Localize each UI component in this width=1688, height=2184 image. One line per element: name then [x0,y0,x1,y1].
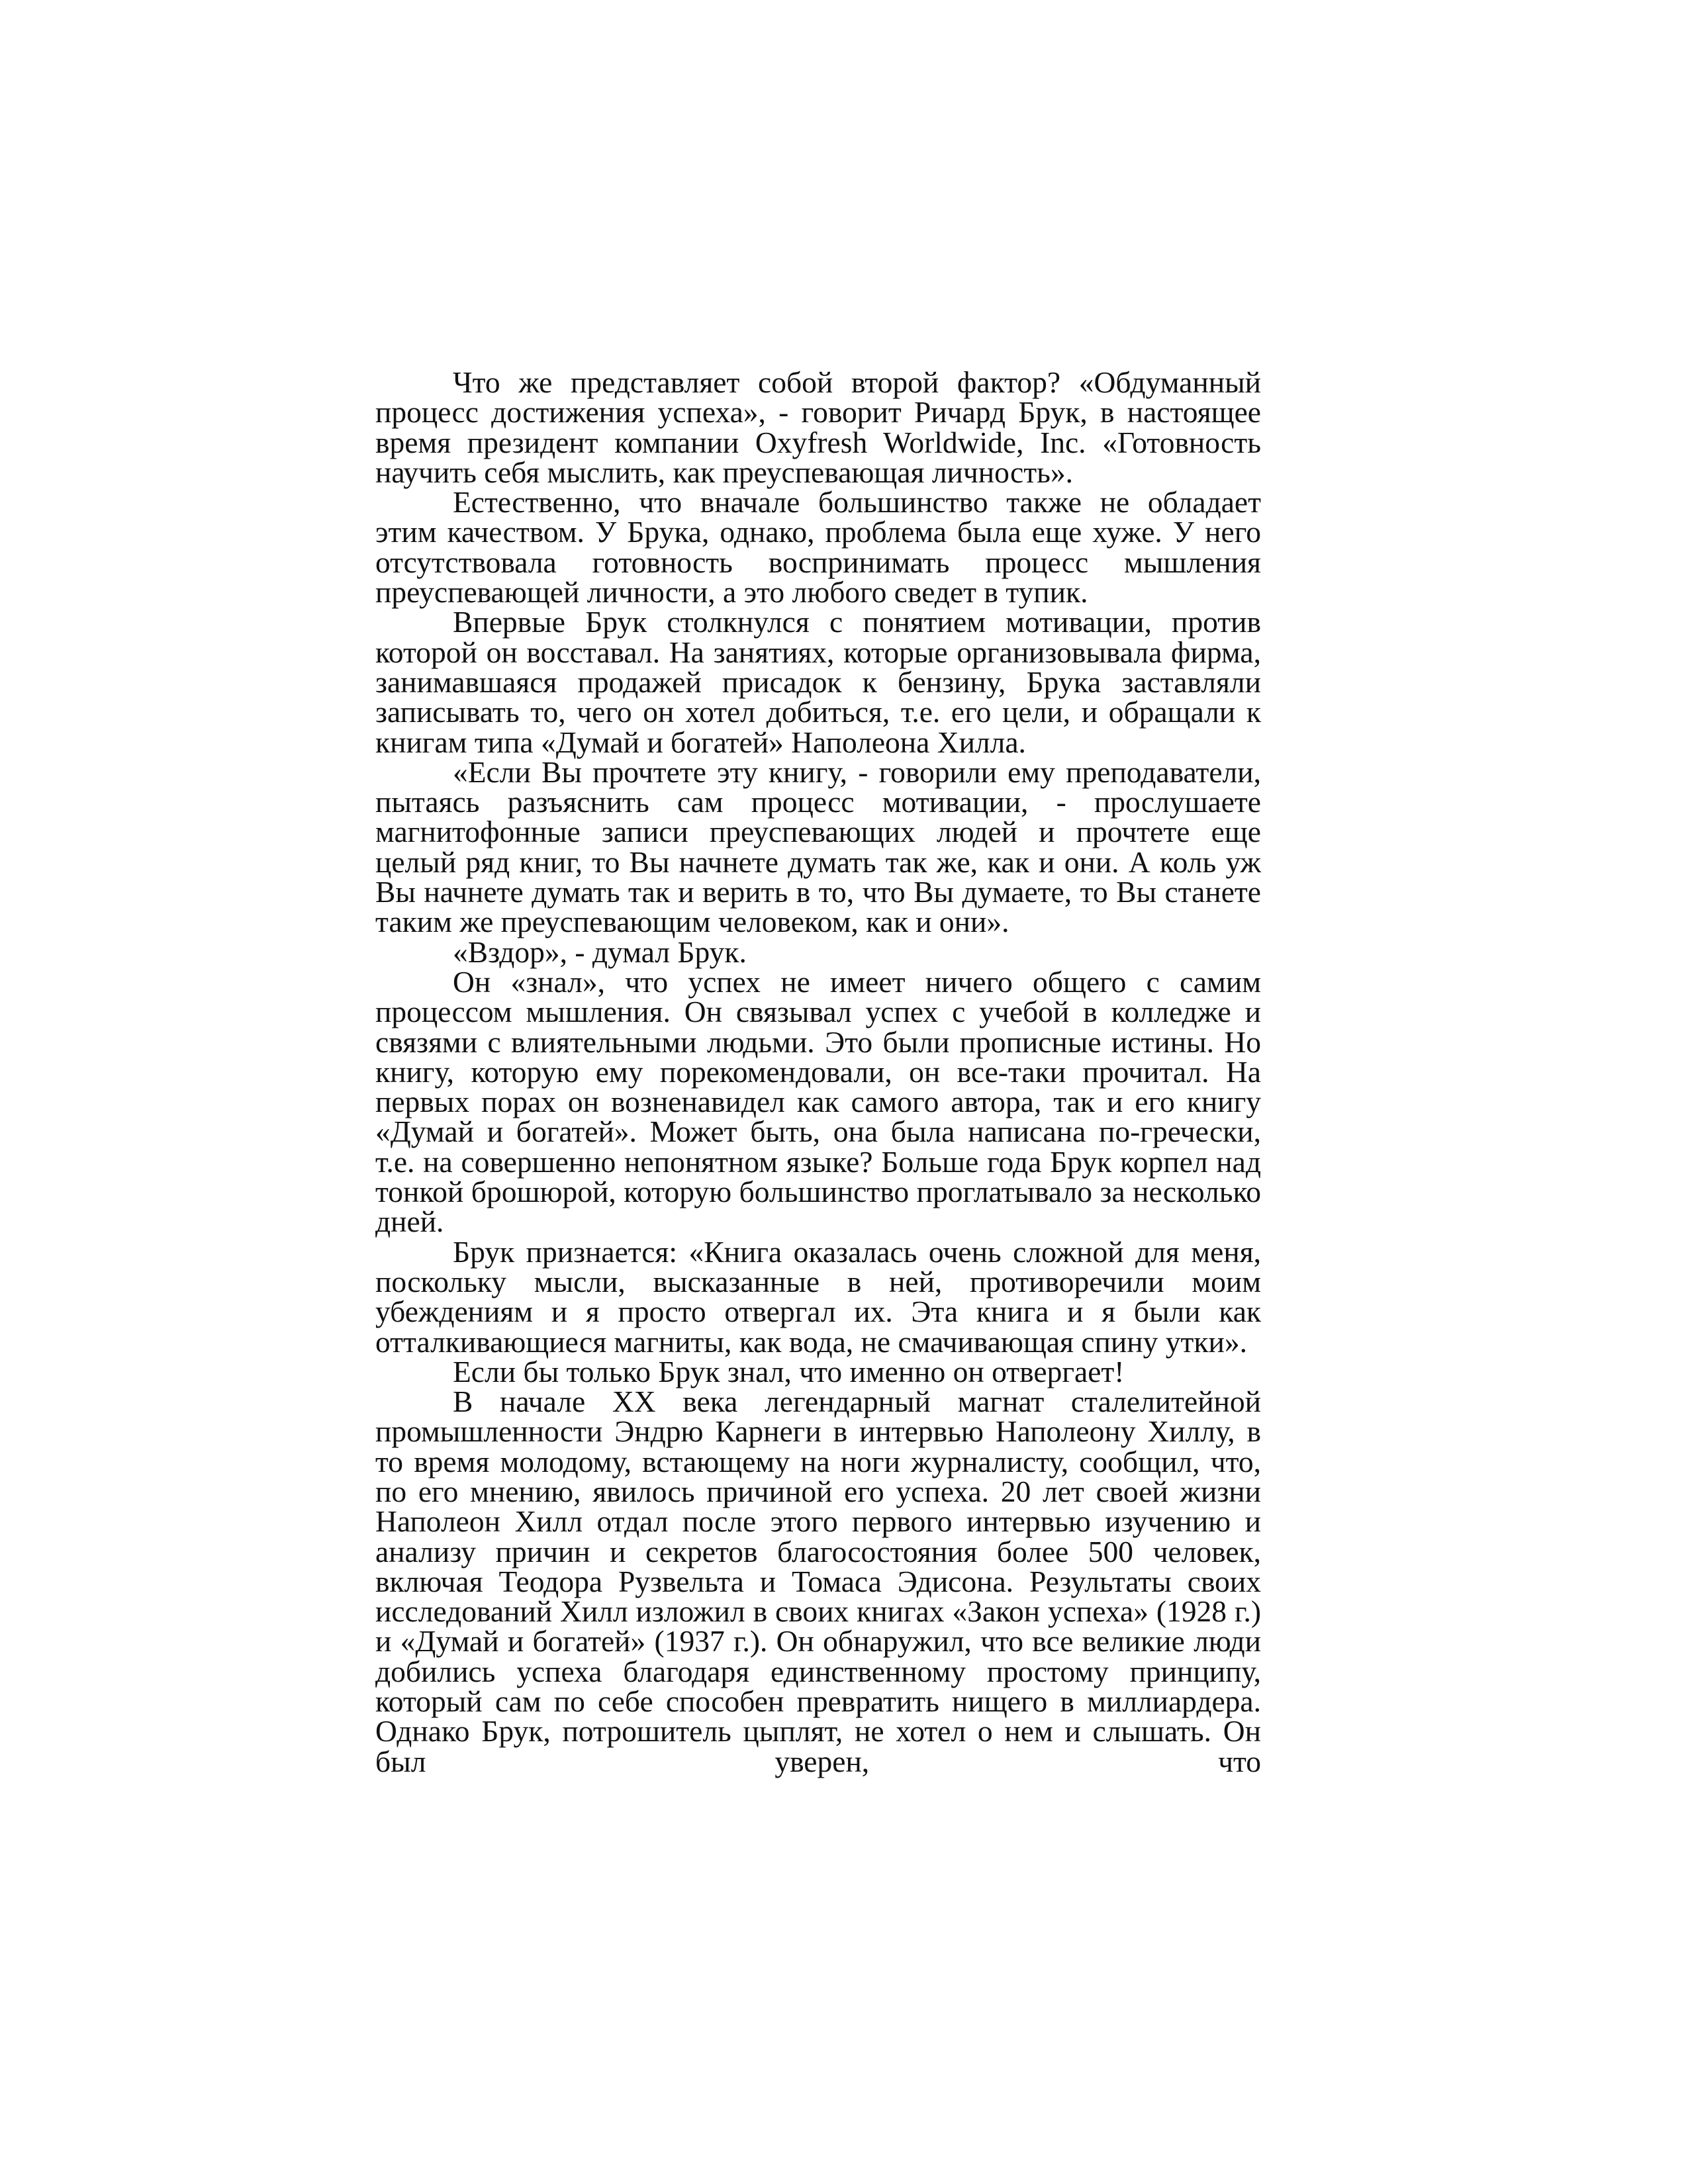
paragraph: «Вздор», - думал Брук. [453,934,747,969]
paragraph: Он «знал», что успех не имеет ничего общего с самим процессом мышления. Он связывал успех с учебой в колледже и связями с влиятельными людьми. Это были прописные истины. Но книгу, которую ему порекомендовали, он все-таки прочитал. На первых порах он возненавидел как самого автора, так и его книгу «Думай и богатей». Может быть, она была написана по-гречески, т.е. на совершенно непонятном языке? Больше года Брук корпел над тонкой брошюрой, которую большинство проглатывало за несколько дней. [375,964,1261,1239]
paragraph: Брук признается: «Книга оказалась очень сложной для меня, поскольку мысли, высказанные в ней, противоречили моим убеждениям и я просто отвергал их. Эта книга и я были как отталкивающиеся магниты, как вода, не смачивающая спину утки». [375,1234,1261,1359]
paragraph: Естественно, что вначале большинство также не обладает этим качеством. У Брука, однако, проблема была еще хуже. У него отсутствовала готовность воспринимать процесс мышления преуспевающей личности, а это любого сведет в тупик. [375,485,1261,610]
page-body [375,367,1261,1776]
paragraph: Впервые Брук столкнулся с понятием мотивации, против которой он восставал. На занятиях, которые организовывала фирма, занимавшаяся продажей присадок к бензину, Брука заставляли записывать то, чего он хотел добиться, т.е. его цели, и обращали к книгам типа «Думай и богатей» Наполеона Хилла. [375,605,1261,759]
paragraph: «Если Вы прочтете эту книгу, - говорили ему преподаватели, пытаясь разъяснить сам процесс мотивации, - прослушаете магнитофонные записи преуспевающих людей и прочтете еще целый ряд книг, то Вы начнете думать так же, как и они. А коль уж Вы начнете думать так и верить в то, что Вы думаете, то Вы станете таким же преуспевающим человеком, как и они». [375,754,1261,939]
paragraph: Что же представляет собой второй фактор? «Обдуманный процесс достижения успеха», - говорит Ричард Брук, в настоящее время президент компании Oxyfresh Worldwide, Inc. «Готовность научить себя мыслить, как преуспевающая личность». [375,365,1261,489]
paragraph: Если бы только Брук знал, что именно он отвергает! [453,1354,1125,1388]
paragraph: В начале XX века легендарный магнат сталелитейной промышленности Эндрю Карнеги в интервью Наполеону Хиллу, в то время молодому, встающему на ноги журналисту, сообщил, что, по его мнению, явилось причиной его успеха. 20 лет своей жизни Наполеон Хилл отдал после этого первого интервью изучению и анализу причин и секретов благосостояния более 500 человек, включая Теодора Рузвельта и Томаса Эдисона. Результаты своих исследований Хилл изложил в своих книгах «Закон успеха» (1928 г.) и «Думай и богатей» (1937 г.). Он обнаружил, что все великие люди добились успеха благодаря единственному простому принципу, который сам по себе способен превратить нищего в миллиардера. Однако Брук, потрошитель цыплят, не хотел о нем и слышать. Он был уверен, что [375,1385,1261,1778]
